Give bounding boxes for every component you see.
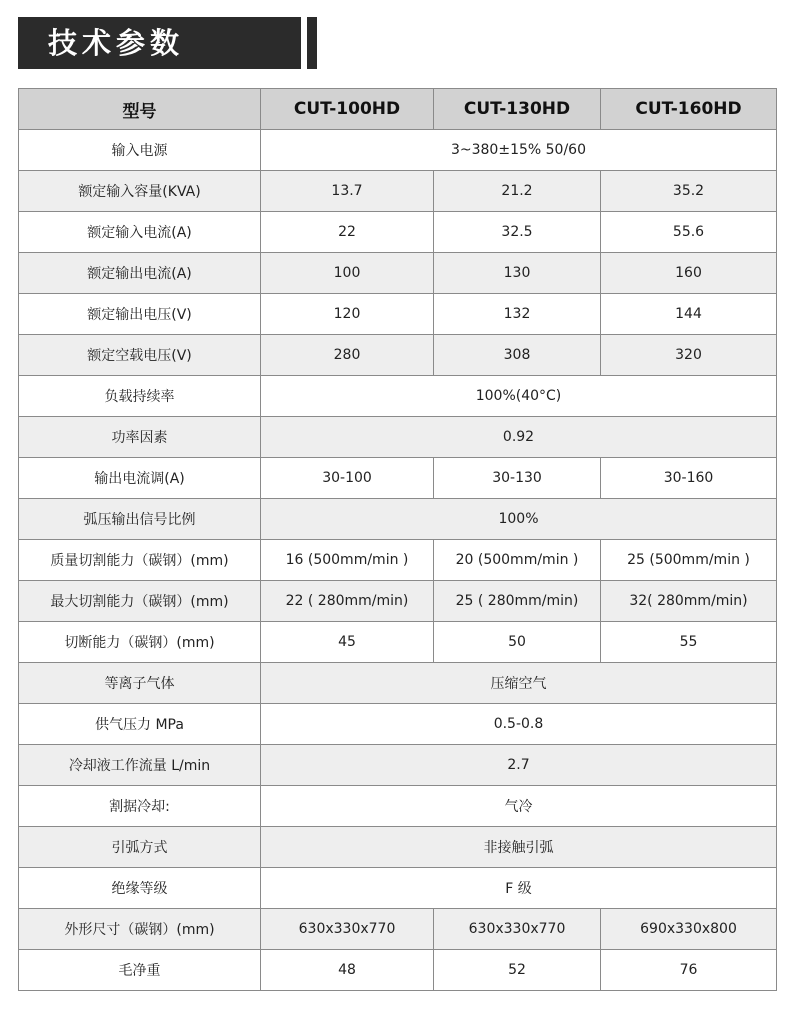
row-label: 等离子气体 (19, 663, 261, 704)
row-value: 130 (434, 253, 601, 294)
row-value: 50 (434, 622, 601, 663)
row-value-all-models: 3~380±15% 50/60 (261, 130, 777, 171)
row-value: 22 ( 280mm/min) (261, 581, 434, 622)
row-label: 引弧方式 (19, 827, 261, 868)
row-value-all-models: F 级 (261, 868, 777, 909)
row-value: 32( 280mm/min) (601, 581, 777, 622)
table-row (19, 294, 777, 335)
table-row (19, 704, 777, 745)
row-value: 45 (261, 622, 434, 663)
row-value: 690x330x800 (601, 909, 777, 950)
row-label: 额定输出电流(A) (19, 253, 261, 294)
table-row (19, 212, 777, 253)
table-row (19, 581, 777, 622)
column-header-model: 型号 (19, 89, 261, 130)
row-value: 25 ( 280mm/min) (434, 581, 601, 622)
row-value: 16 (500mm/min ) (261, 540, 434, 581)
row-value: 280 (261, 335, 434, 376)
row-label: 弧压输出信号比例 (19, 499, 261, 540)
row-value: 48 (261, 950, 434, 991)
table-row (19, 745, 777, 786)
row-value-all-models: 100% (261, 499, 777, 540)
row-value-all-models: 非接触引弧 (261, 827, 777, 868)
row-value-all-models: 气冷 (261, 786, 777, 827)
row-value: 13.7 (261, 171, 434, 212)
row-label: 绝缘等级 (19, 868, 261, 909)
title-banner (18, 17, 301, 69)
row-label: 供气压力 MPa (19, 704, 261, 745)
row-value-all-models: 100%(40°C) (261, 376, 777, 417)
row-value: 144 (601, 294, 777, 335)
column-header-cut-160hd: CUT-160HD (601, 89, 777, 130)
table-row (19, 827, 777, 868)
row-value-all-models: 2.7 (261, 745, 777, 786)
row-value: 132 (434, 294, 601, 335)
row-label: 负载持续率 (19, 376, 261, 417)
row-value: 308 (434, 335, 601, 376)
row-label: 最大切割能力（碳钢）(mm) (19, 581, 261, 622)
row-label: 毛净重 (19, 950, 261, 991)
row-value: 55.6 (601, 212, 777, 253)
table-row (19, 253, 777, 294)
row-value: 20 (500mm/min ) (434, 540, 601, 581)
row-label: 额定空载电压(V) (19, 335, 261, 376)
column-header-cut-130hd: CUT-130HD (434, 89, 601, 130)
page-title: 技术参数 (48, 26, 185, 60)
row-label: 冷却液工作流量 L/min (19, 745, 261, 786)
table-row (19, 540, 777, 581)
table-row (19, 417, 777, 458)
table-row (19, 171, 777, 212)
table-row (19, 335, 777, 376)
row-label: 额定输出电压(V) (19, 294, 261, 335)
column-header-cut-100hd: CUT-100HD (261, 89, 434, 130)
row-label: 切断能力（碳钢）(mm) (19, 622, 261, 663)
table-row (19, 868, 777, 909)
table-row (19, 376, 777, 417)
row-value: 22 (261, 212, 434, 253)
row-value: 30-130 (434, 458, 601, 499)
row-label: 外形尺寸（碳钢）(mm) (19, 909, 261, 950)
row-label: 额定输入电流(A) (19, 212, 261, 253)
row-value: 32.5 (434, 212, 601, 253)
row-value-all-models: 0.92 (261, 417, 777, 458)
row-value: 100 (261, 253, 434, 294)
row-value: 320 (601, 335, 777, 376)
row-label: 质量切割能力（碳钢）(mm) (19, 540, 261, 581)
row-value: 630x330x770 (434, 909, 601, 950)
row-value: 160 (601, 253, 777, 294)
table-row (19, 950, 777, 991)
row-value: 55 (601, 622, 777, 663)
row-value: 30-100 (261, 458, 434, 499)
banner-accent-bar (307, 17, 317, 69)
row-value: 630x330x770 (261, 909, 434, 950)
spec-table-body (19, 130, 777, 991)
row-label: 输入电源 (19, 130, 261, 171)
row-label: 输出电流调(A) (19, 458, 261, 499)
row-value: 76 (601, 950, 777, 991)
spec-table (18, 88, 777, 991)
table-row (19, 458, 777, 499)
row-label: 额定输入容量(KVA) (19, 171, 261, 212)
row-value: 120 (261, 294, 434, 335)
table-row (19, 909, 777, 950)
header-row (19, 89, 777, 130)
table-row (19, 786, 777, 827)
table-row (19, 622, 777, 663)
table-row (19, 663, 777, 704)
row-label: 割据冷却: (19, 786, 261, 827)
row-value-all-models: 压缩空气 (261, 663, 777, 704)
table-row (19, 130, 777, 171)
table-row (19, 499, 777, 540)
row-value: 25 (500mm/min ) (601, 540, 777, 581)
row-value: 35.2 (601, 171, 777, 212)
row-value: 21.2 (434, 171, 601, 212)
row-value-all-models: 0.5-0.8 (261, 704, 777, 745)
row-label: 功率因素 (19, 417, 261, 458)
row-value: 52 (434, 950, 601, 991)
row-value: 30-160 (601, 458, 777, 499)
